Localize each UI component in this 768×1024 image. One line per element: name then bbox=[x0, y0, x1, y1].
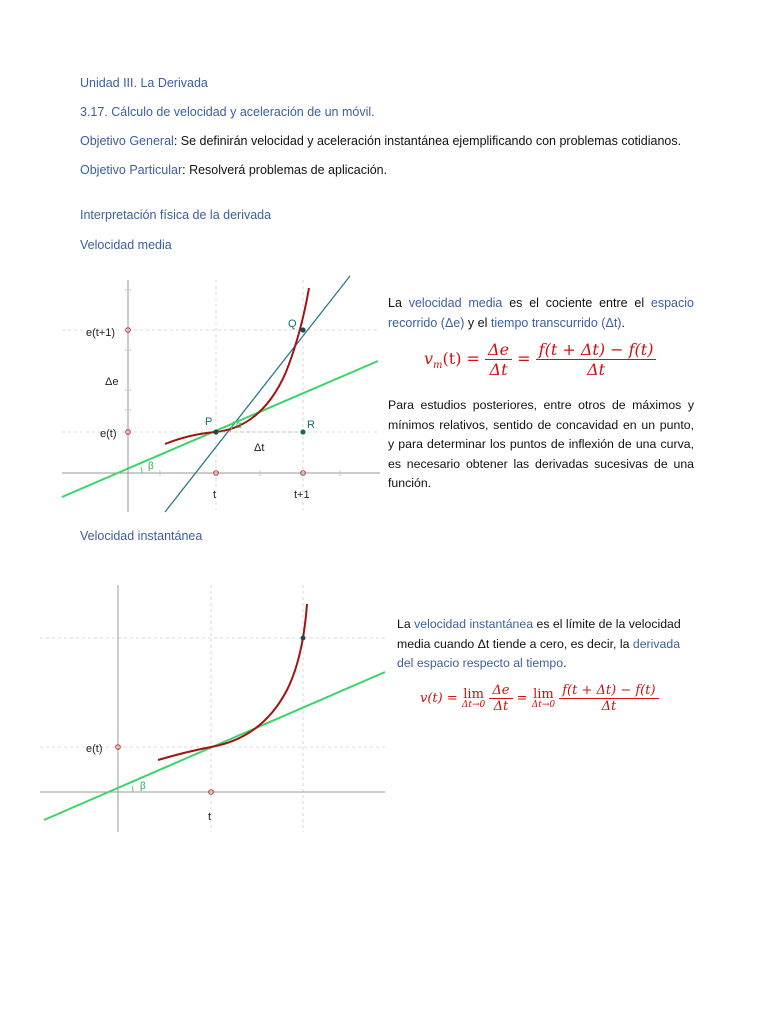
instantaneous-velocity-formula: v(t) = lim Δt→0 $\frac{\Delta e}{\Delta t}$ = lim Δt→0 $\frac{f(t + \Delta t) - f(t)}{\Delta t}$ bbox=[420, 683, 659, 714]
label-beta-2: β bbox=[140, 781, 146, 792]
objective-general: Objetivo General: Se definirán velocidad y aceleración instantánea ejemplificando con problemas cotidianos. bbox=[80, 134, 682, 148]
label-P: P bbox=[205, 416, 213, 428]
label-beta: β bbox=[148, 461, 154, 472]
label-delta-e: Δe bbox=[105, 376, 119, 388]
section-title: 3.17. Cálculo de velocidad y aceleración de un móvil. bbox=[80, 105, 375, 119]
heading-velocidad-media: Velocidad media bbox=[80, 238, 172, 252]
objective-particular-label: Objetivo Particular bbox=[80, 163, 183, 177]
position-curve-2 bbox=[158, 604, 307, 760]
point-Q bbox=[300, 327, 305, 332]
instantaneous-velocity-definition: La velocidad instantánea es el límite de la velocidad media cuando Δt tiende a cero, es decir, la derivada del espacio respecto al tiempo. bbox=[397, 617, 681, 670]
average-velocity-definition: La velocidad media es el cociente entre el espacio recorrido (Δe) y el tiempo transcurrido (Δt). bbox=[388, 296, 694, 330]
average-velocity-graph bbox=[60, 275, 385, 515]
point-P bbox=[213, 429, 218, 434]
label-t1: t+1 bbox=[294, 489, 310, 501]
label-t: t bbox=[213, 489, 217, 501]
objective-particular-text: Resolverá problemas de aplicación. bbox=[185, 163, 388, 177]
label-delta-t: Δt bbox=[254, 442, 265, 454]
label-e-t: e(t) bbox=[100, 428, 117, 440]
label-e-t1: e(t+1) bbox=[86, 327, 116, 339]
heading-interpretacion: Interpretación física de la derivada bbox=[80, 208, 272, 222]
point-R bbox=[300, 429, 305, 434]
label-t-2: t bbox=[208, 811, 212, 823]
objective-particular: Objetivo Particular: Resolverá problemas de aplicación. bbox=[80, 163, 388, 177]
label-alpha: α bbox=[236, 420, 242, 431]
label-R: R bbox=[307, 419, 315, 431]
derivatives-paragraph: Para estudios posteriores, entre otros de máximos y mínimos relativos, sentido de concavidad en un punto, y para determinar los puntos de inflexión de una curva, es necesario obtener las derivadas sucesivas de una función. bbox=[388, 398, 694, 490]
unit-title: Unidad III. La Derivada bbox=[80, 76, 208, 90]
label-e-t-2: e(t) bbox=[86, 743, 103, 755]
secant-line bbox=[165, 276, 350, 512]
objective-general-text: Se definirán velocidad y aceleración instantánea ejemplificando con problemas cotidianos. bbox=[177, 134, 682, 148]
instantaneous-velocity-graph bbox=[40, 580, 390, 835]
average-velocity-formula: $v_m(t)$ = $\frac{\Delta e}{\Delta t}$ = $\frac{f(t + \Delta t) - f(t)}{\Delta t}$ bbox=[424, 340, 656, 379]
objective-general-label: Objetivo General bbox=[80, 134, 174, 148]
label-Q: Q bbox=[288, 318, 297, 330]
heading-velocidad-instantanea: Velocidad instantánea bbox=[80, 529, 203, 543]
